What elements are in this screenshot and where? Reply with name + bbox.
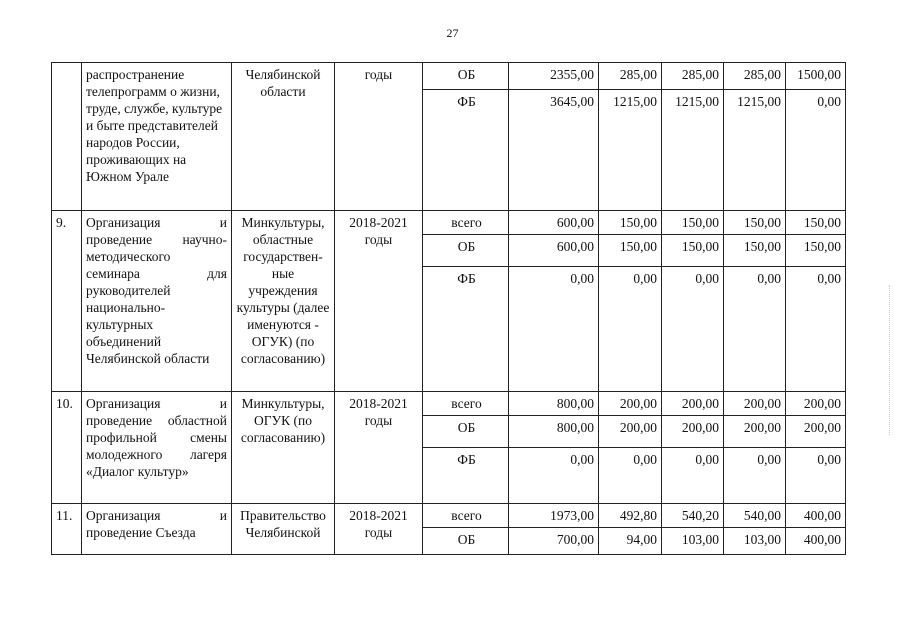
funding-source-cell: ФБ: [423, 448, 509, 504]
table-row: [52, 504, 846, 528]
amount-year-cell: 200,00: [662, 392, 724, 416]
table-row: [52, 63, 846, 90]
funding-source-cell: ОБ: [423, 528, 509, 555]
amount-year-cell: 1215,00: [599, 90, 662, 211]
amount-year-cell: 0,00: [599, 267, 662, 392]
term-cell: годы: [335, 63, 423, 211]
amount-year-cell: 0,00: [724, 267, 786, 392]
activity-number-cell: [52, 63, 82, 211]
amount-year-cell: 150,00: [724, 235, 786, 267]
amount-year-cell: 150,00: [786, 211, 846, 235]
funding-source-cell: ФБ: [423, 267, 509, 392]
amount-year-cell: 540,00: [724, 504, 786, 528]
amount-total-cell: 0,00: [509, 448, 599, 504]
term-cell: 2018-2021 годы: [335, 211, 423, 392]
amount-year-cell: 400,00: [786, 504, 846, 528]
amount-year-cell: 0,00: [599, 448, 662, 504]
activity-number-cell: 10.: [52, 392, 82, 504]
amount-year-cell: 0,00: [786, 267, 846, 392]
amount-year-cell: 200,00: [724, 392, 786, 416]
executor-cell: Челябинской области: [232, 63, 335, 211]
amount-year-cell: 492,80: [599, 504, 662, 528]
executor-cell: Правительство Челябинской: [232, 504, 335, 555]
amount-year-cell: 285,00: [599, 63, 662, 90]
funding-source-cell: ФБ: [423, 90, 509, 211]
amount-year-cell: 150,00: [599, 235, 662, 267]
amount-year-cell: 150,00: [662, 235, 724, 267]
amount-year-cell: 0,00: [724, 448, 786, 504]
amount-year-cell: 103,00: [662, 528, 724, 555]
amount-year-cell: 200,00: [724, 416, 786, 448]
amount-total-cell: 0,00: [509, 267, 599, 392]
amount-total-cell: 2355,00: [509, 63, 599, 90]
amount-total-cell: 700,00: [509, 528, 599, 555]
amount-total-cell: 800,00: [509, 392, 599, 416]
activity-name-cell: Организация и проведение областной профильной смены молодежного лагеря «Диалог культур»: [82, 392, 232, 504]
term-cell: 2018-2021 годы: [335, 392, 423, 504]
program-activities-table: [51, 62, 846, 555]
activity-name-cell: распространение телепрограмм о жизни, труде, службе, культуре и быте представителей народов России, проживающих на Южном Урале: [82, 63, 232, 211]
activity-number-cell: 11.: [52, 504, 82, 555]
amount-year-cell: 0,00: [786, 90, 846, 211]
amount-total-cell: 600,00: [509, 211, 599, 235]
amount-year-cell: 94,00: [599, 528, 662, 555]
amount-year-cell: 0,00: [786, 448, 846, 504]
activity-name-cell: Организация и проведение научно-методического семинара для руководителей национально-культурных объединений Челябинской области: [82, 211, 232, 392]
funding-source-cell: ОБ: [423, 63, 509, 90]
amount-year-cell: 150,00: [786, 235, 846, 267]
funding-source-cell: ОБ: [423, 235, 509, 267]
funding-source-cell: ОБ: [423, 416, 509, 448]
amount-total-cell: 1973,00: [509, 504, 599, 528]
activity-name-cell: Организация и проведение Съезда: [82, 504, 232, 555]
amount-year-cell: 200,00: [599, 416, 662, 448]
amount-year-cell: 150,00: [662, 211, 724, 235]
executor-cell: Минкультуры, ОГУК (по согласованию): [232, 392, 335, 504]
amount-total-cell: 3645,00: [509, 90, 599, 211]
amount-total-cell: 600,00: [509, 235, 599, 267]
table-row: [52, 211, 846, 235]
funding-source-cell: всего: [423, 504, 509, 528]
amount-year-cell: 200,00: [662, 416, 724, 448]
amount-year-cell: 150,00: [724, 211, 786, 235]
amount-year-cell: 540,20: [662, 504, 724, 528]
funding-source-cell: всего: [423, 211, 509, 235]
scan-margin-marks: [889, 285, 896, 435]
amount-year-cell: 103,00: [724, 528, 786, 555]
amount-year-cell: 400,00: [786, 528, 846, 555]
amount-year-cell: 1500,00: [786, 63, 846, 90]
amount-year-cell: 0,00: [662, 448, 724, 504]
amount-year-cell: 0,00: [662, 267, 724, 392]
amount-total-cell: 800,00: [509, 416, 599, 448]
amount-year-cell: 200,00: [786, 416, 846, 448]
table-body: [52, 63, 846, 555]
amount-year-cell: 1215,00: [662, 90, 724, 211]
term-cell: 2018-2021 годы: [335, 504, 423, 555]
amount-year-cell: 200,00: [599, 392, 662, 416]
table-row: [52, 392, 846, 416]
executor-cell: Минкультуры, областные государствен-ные учреждения культуры (далее именуются - ОГУК) (по согласованию): [232, 211, 335, 392]
amount-year-cell: 150,00: [599, 211, 662, 235]
activity-number-cell: 9.: [52, 211, 82, 392]
amount-year-cell: 1215,00: [724, 90, 786, 211]
amount-year-cell: 200,00: [786, 392, 846, 416]
page-number: 27: [446, 26, 459, 40]
amount-year-cell: 285,00: [724, 63, 786, 90]
funding-source-cell: всего: [423, 392, 509, 416]
amount-year-cell: 285,00: [662, 63, 724, 90]
